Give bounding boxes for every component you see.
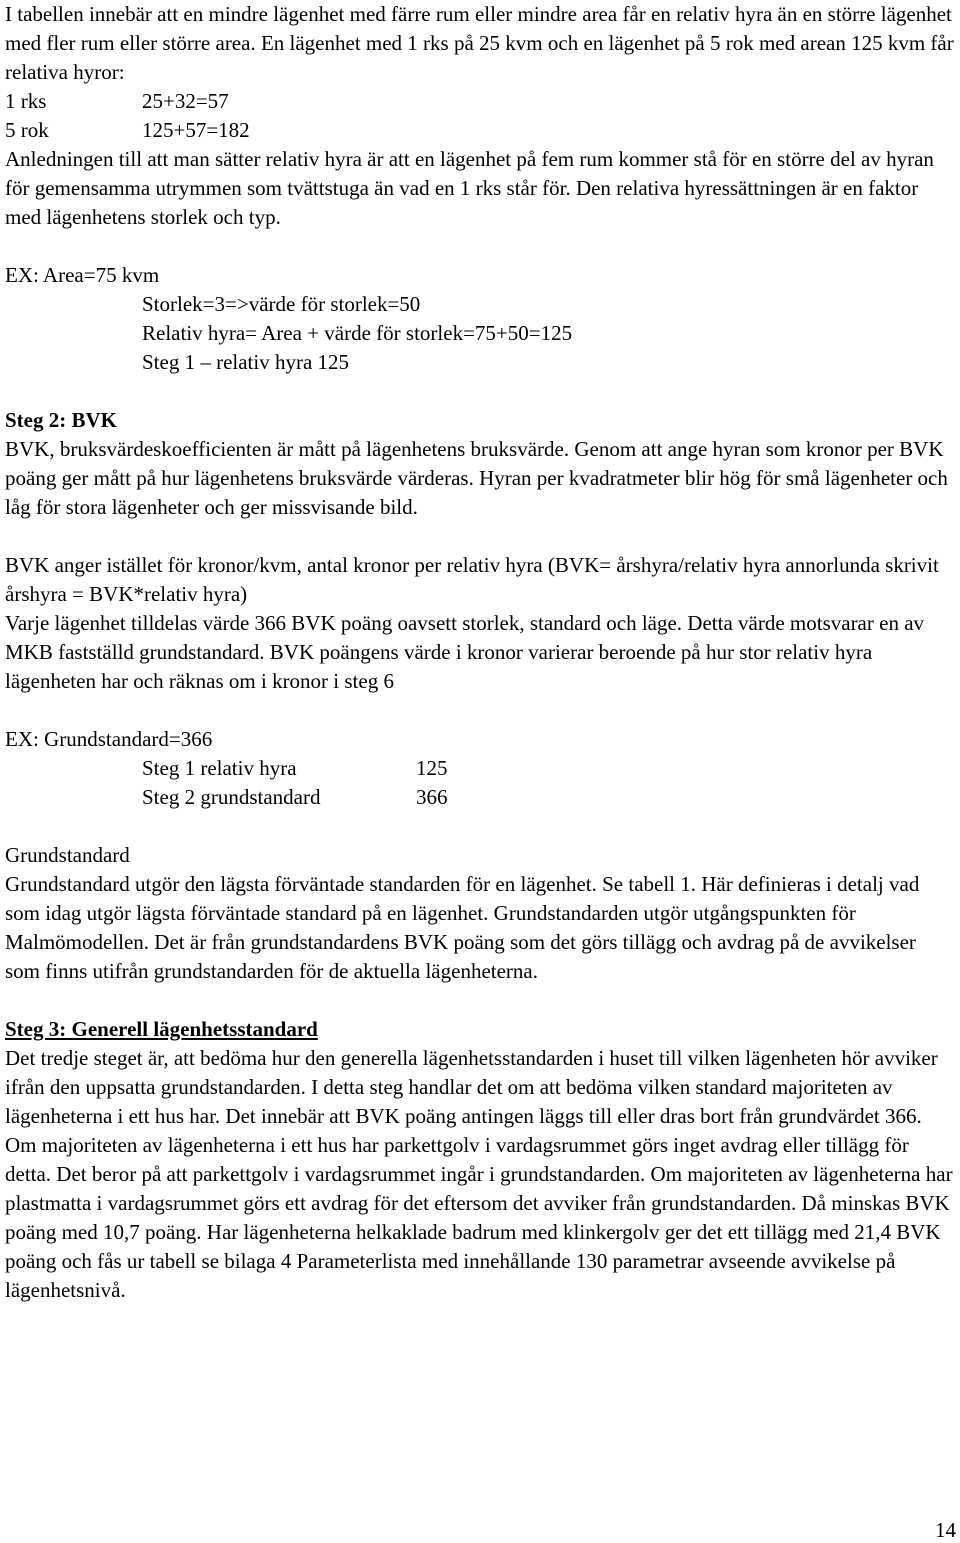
example-area-line: Storlek=3=>värde för storlek=50 xyxy=(142,292,421,316)
steg3-paragraph: Det tredje steget är, att bedöma hur den generella lägenhetsstandarden i huset till vilken lägenheten hör avviker ifrån den uppsatta grundstandarden. I detta steg handlar det om att bedöma vilken standard majoriteten av lägenheterna i ett hus har. Det innebär att BVK poäng antingen läggs till eller dras bort från grundvärdet 366. Om majoriteten av lägenheterna i ett hus har parkettgolv i vardagsrummet görs inget avdrag eller tillägg för detta. Det beror på att parkettgolv i vardagsrummet ingår i grundstandarden. Om majoriteten av lägenheterna har plastmatta i vardagsrummet görs ett avdrag för det eftersom det avviker från grundstandarden. Då minskas BVK poäng med 10,7 poäng. Har lägenheterna helkaklade badrum med klinkergolv ger det ett tillägg med 21,4 BVK poäng och fås ur tabell se bilaga 4 Parameterlista med innehållande 130 parametrar avseende avvikelse på lägenhetsnivå. xyxy=(5,1046,953,1302)
example-value: 125+57=182 xyxy=(142,118,250,142)
example-area-line: Relativ hyra= Area + värde för storlek=75+50=125 xyxy=(142,321,573,345)
intro-paragraph: I tabellen innebär att en mindre lägenhet med färre rum eller mindre area får en relativ hyra än en större lägenhet med fler rum eller större area. En lägenhet med 1 rks på 25 kvm och en lägenhet på 5 rok med arean 125 kvm får relativa hyror: xyxy=(5,2,954,84)
example-row xyxy=(5,87,955,116)
example-row xyxy=(5,116,955,145)
example-area-line: Steg 1 – relativ hyra 125 xyxy=(142,350,350,374)
steg2-paragraph-3: Varje lägenhet tilldelas värde 366 BVK poäng oavsett storlek, standard och läge. Detta värde motsvarar en av MKB fastställd grundstandard. BVK poängens värde i kronor varierar beroende på hur stor relativ hyra lägenheten har och räknas om i kronor i steg 6 xyxy=(5,611,925,693)
grundstandard-paragraph: Grundstandard utgör den lägsta förväntade standarden för en lägenhet. Se tabell 1. Här definieras i detalj vad som idag utgör lägsta förväntade standard på en lägenhet. Grundstandarden utgör utgångspunkten för Malmömodellen. Det är från grundstandardens BVK poäng som det görs tillägg och avdrag på de avvikelser som finns utifrån grundstandarden för de aktuella lägenheterna. xyxy=(5,872,920,983)
page-number: 14 xyxy=(935,1518,956,1542)
document-page xyxy=(5,0,955,1305)
steg2-paragraph-1: BVK, bruksvärdeskoefficienten är mått på lägenhetens bruksvärde. Genom att ange hyran som kronor per BVK poäng ger mått på hur lägenhetens bruksvärde värderas. Hyran per kvadratmeter blir hög för små lägenheter och låg för stora lägenheter och ger missvisande bild. xyxy=(5,437,948,519)
example-area-head: EX: Area=75 kvm xyxy=(5,263,160,287)
row-value: 366 xyxy=(416,785,448,809)
reason-paragraph: Anledningen till att man sätter relativ hyra är att en lägenhet på fem rum kommer stå för en större del av hyran för gemensamma utrymmen som tvättstuga än vad en 1 rks står för. Den relativa hyressättningen är en faktor med lägenhetens storlek och typ. xyxy=(5,147,934,229)
row-label: Steg 1 relativ hyra xyxy=(142,756,297,780)
grundstandard-heading: Grundstandard xyxy=(5,843,130,867)
row-value: 125 xyxy=(416,756,448,780)
example-value: 25+32=57 xyxy=(142,89,229,113)
steg2-paragraph-2: BVK anger istället för kronor/kvm, antal kronor per relativ hyra (BVK= årshyra/relativ hyra annorlunda skrivit årshyra = BVK*relativ hyra) xyxy=(5,553,939,606)
row-label: Steg 2 grundstandard xyxy=(142,785,321,809)
example-grundstandard-row xyxy=(5,754,955,783)
steg2-heading: Steg 2: BVK xyxy=(5,408,117,432)
example-grundstandard-head: EX: Grundstandard=366 xyxy=(5,727,213,751)
example-label: 1 rks xyxy=(5,89,47,113)
example-label: 5 rok xyxy=(5,118,49,142)
example-grundstandard-row xyxy=(5,783,955,812)
steg3-heading: Steg 3: Generell lägenhetsstandard xyxy=(5,1017,318,1041)
